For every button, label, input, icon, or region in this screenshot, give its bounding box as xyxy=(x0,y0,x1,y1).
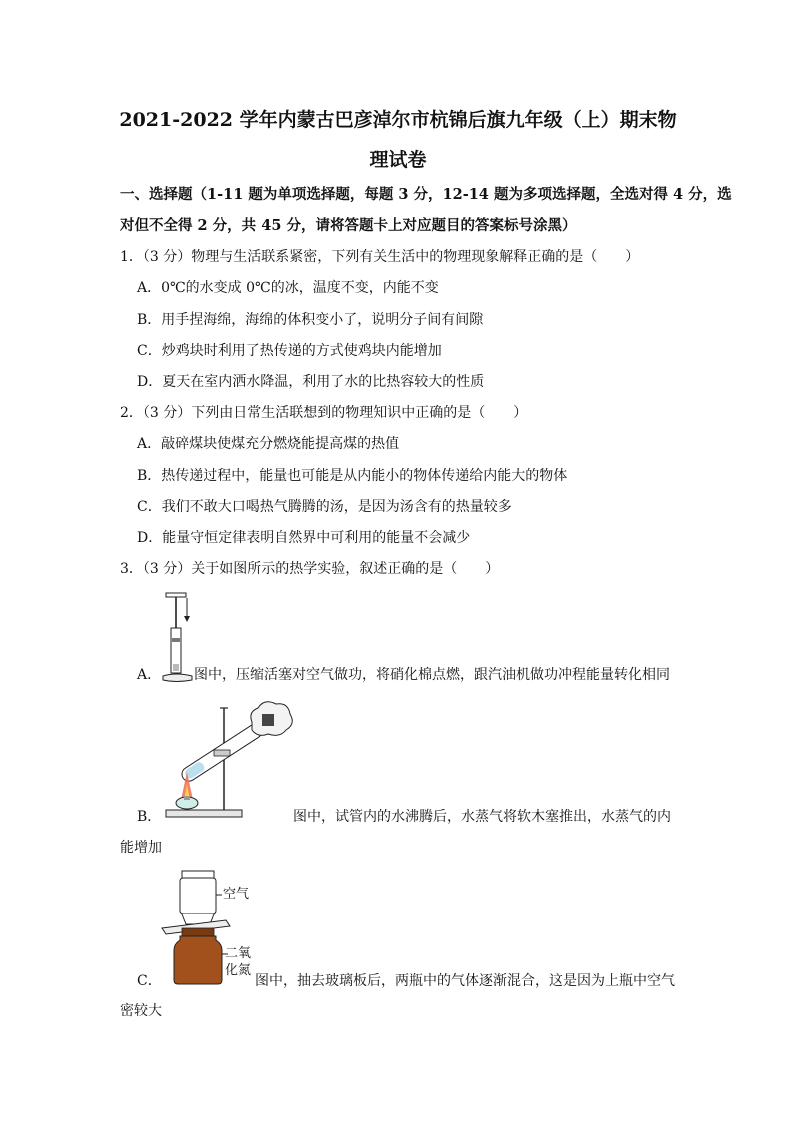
jar-label-air: 空气 xyxy=(223,887,250,902)
q3-option-c-label: C． xyxy=(137,973,162,989)
q2-option-a: A．敲碎煤块使煤充分燃烧能提高煤的热值 xyxy=(137,436,400,452)
exam-title-line2: 理试卷 xyxy=(369,149,427,171)
gas-diffusion-jars-figure xyxy=(156,868,234,988)
q3-option-b-cont: 能增加 xyxy=(120,840,162,856)
exam-title-line1: 2021-2022 学年内蒙古巴彦淖尔市杭锦后旗九年级（上）期末物 xyxy=(119,109,677,131)
q3-stem: 3．（3 分）关于如图所示的热学实验，叙述正确的是（ ） xyxy=(120,561,500,577)
q3-option-a-label: A． xyxy=(137,667,162,683)
jar-label-no2-part1: 二氧 xyxy=(225,946,252,961)
q1-option-b: B．用手捏海绵，海绵的体积变小了，说明分子间有间隙 xyxy=(137,312,484,328)
piston-compression-figure xyxy=(160,588,196,686)
q1-option-c: C．炒鸡块时利用了热传递的方式使鸡块内能增加 xyxy=(137,343,442,359)
q3-option-a-text: 图中，压缩活塞对空气做功，将硝化棉点燃，跟汽油机做功冲程能量转化相同 xyxy=(194,667,670,683)
q3-option-b-label: B． xyxy=(137,809,162,825)
q2-option-b: B．热传递过程中，能量也可能是从内能小的物体传递给内能大的物体 xyxy=(137,468,568,484)
q1-option-d: D．夏天在室内洒水降温，利用了水的比热容较大的性质 xyxy=(137,374,485,390)
section-heading-line1: 一、选择题（1-11 题为单项选择题，每题 3 分，12-14 题为多项选择题，全选对得 4 分，选 xyxy=(120,186,732,203)
section-heading-line2: 对但不全得 2 分，共 45 分，请将答题卡上对应题目的答案标号涂黑） xyxy=(120,217,577,234)
q2-stem: 2．（3 分）下列由日常生活联想到的物理知识中正确的是（ ） xyxy=(120,405,528,421)
q2-option-d: D．能量守恒定律表明自然界中可利用的能量不会减少 xyxy=(137,530,471,546)
jar-label-no2-part2: 化氮 xyxy=(225,963,252,978)
q3-option-c-cont: 密较大 xyxy=(120,1003,162,1019)
test-tube-cork-figure xyxy=(162,692,296,824)
q3-option-c-text: 图中，抽去玻璃板后，两瓶中的气体逐渐混合，这是因为上瓶中空气 xyxy=(255,973,675,989)
q3-option-b-text: 图中，试管内的水沸腾后，水蒸气将软木塞推出，水蒸气的内 xyxy=(293,809,671,825)
q1-stem: 1．（3 分）物理与生活联系紧密，下列有关生活中的物理现象解释正确的是（ ） xyxy=(120,249,640,265)
q1-option-a: A．0℃的水变成 0℃的冰，温度不变，内能不变 xyxy=(137,280,439,296)
q2-option-c: C．我们不敢大口喝热气腾腾的汤，是因为汤含有的热量较多 xyxy=(137,499,512,515)
